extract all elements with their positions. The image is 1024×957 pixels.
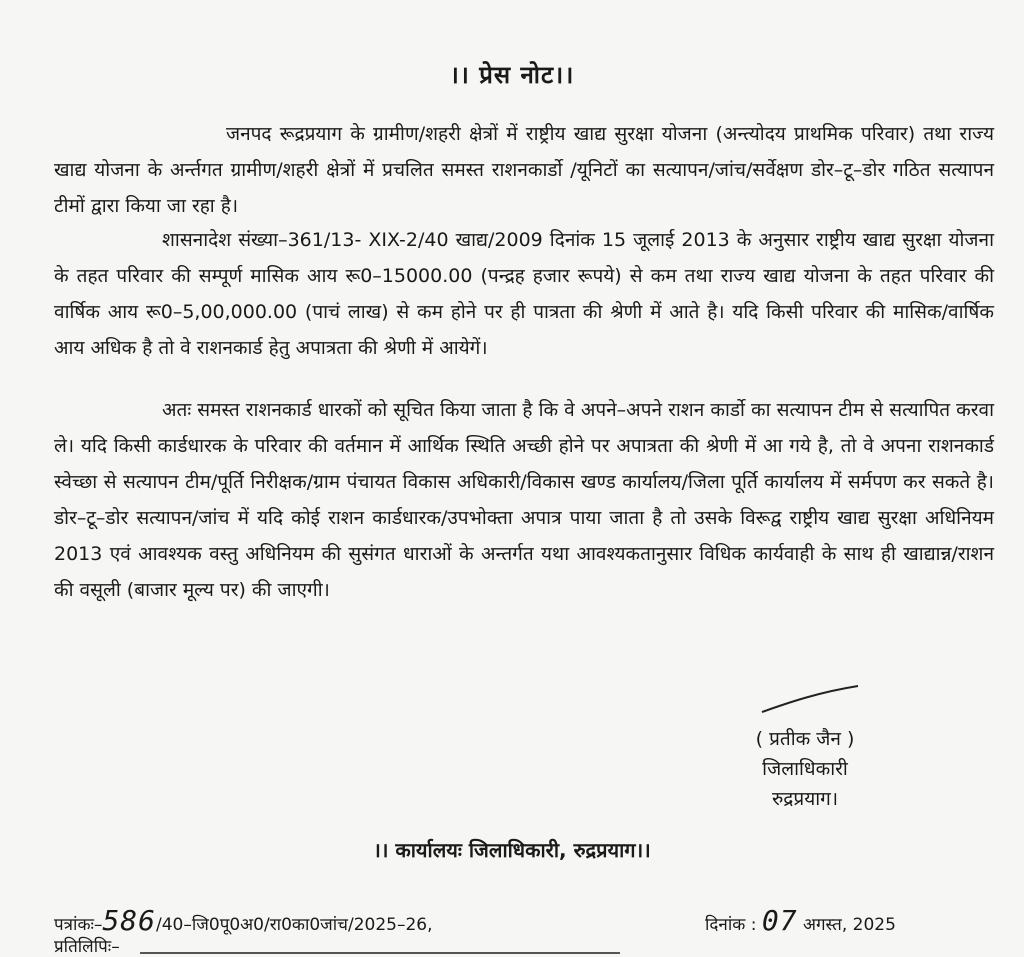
page-title: ।। प्रेस नोट।।: [449, 61, 575, 89]
paragraph-eligibility-criteria: शासनादेश संख्या–361/13- XIX-2/40 खाद्य/2009 दिनांक 15 जूलाई 2013 के अनुसार राष्ट्रीय खाद्य सुरक्षा योजना के तहत परिवार की सम्पूर्ण मासिक आय रू0–15000.00 (पन्द्रह हजार रूपये) से कम तथा राज्य खाद्य योजना के तहत परिवार की वार्षिक आय रू0–5,00,000.00 (पाचं लाख) से कम होने पर ही पात्रता की श्रेणी में आते है। यदि किसी परिवार की मासिक/वार्षिक आय अधिक है तो वे राशनकार्ड हेतु अपात्रता की श्रेणी में आयेगें।: [54, 229, 994, 359]
copy-label: प्रतिलिपिः–: [54, 937, 120, 957]
date-label: दिनांक :: [705, 915, 757, 935]
reference-prefix: पत्रांकः–: [54, 915, 103, 935]
reference-suffix: /40–जि0पू0अ0/रा0का0जांच/2025–26,: [156, 915, 433, 935]
office-heading: ।। कार्यालयः जिलाधिकारी, रुद्रप्रयाग।।: [373, 838, 651, 862]
signatory-designation: जिलाधिकारी: [762, 758, 848, 780]
paragraph-verification-intro: जनपद रूद्रप्रयाग के ग्रामीण/शहरी क्षेत्रों में राष्ट्रीय खाद्य सुरक्षा योजना (अन्त्योदय प्राथमिक परिवार) तथा राज्य खाद्य योजना के अर्न्तगत ग्रामीण/शहरी क्षेत्रों में प्रचलित समस्त राशनकार्डो /यूनिटों का सत्यापन/जांच/सर्वेक्षण डोर–टू–डोर गठित सत्यापन टीमों द्वारा किया जा रहा है।: [54, 123, 994, 217]
reference-number: [54, 904, 433, 937]
paragraph-instructions: अतः समस्त राशनकार्ड धारकों को सूचित किया जाता है कि वे अपने–अपने राशन कार्डो का सत्यापन टीम से सत्यापित करवा ले। यदि किसी कार्डधारक के परिवार की वर्तमान में आर्थिक स्थिति अच्छी होने पर अपात्रता की श्रेणी में आ गये है, तो वे अपना राशनकार्ड स्वेच्छा से सत्यापन टीम/पूर्ति निरीक्षक/ग्राम पंचायत विकास अधिकारी/विकास खण्ड कार्यालय/जिला पूर्ति कार्यालय में सर्मपण कर सकते है। डोर–टू–डोर सत्यापन/जांच में यदि कोई राशन कार्डधारक/उपभोक्ता अपात्र पाया जाता है तो उसके विरूद्व राष्ट्रीय खाद्य सुरक्षा अधिनियम 2013 एवं आवश्यक वस्तु अधिनियम की सुसंगत धाराओं के अन्तर्गत यथा आवश्यकतानुसार विधिक कार्यवाही के साथ ही खाद्यान्न/राशन की वसूली (बाजार मूल्य पर) की जाएगी।: [54, 399, 994, 601]
date-handwritten-day: 07: [761, 904, 798, 937]
cut-off-text: [140, 940, 620, 954]
signatory-place: रुद्रप्रयाग।: [771, 788, 839, 810]
signatory-name: ( प्रतीक जैन ): [755, 728, 855, 750]
date-month-year: अगस्त, 2025: [803, 915, 896, 935]
date-line: [705, 904, 896, 937]
copy-line: [54, 934, 620, 957]
signature-mark: [760, 684, 860, 714]
reference-handwritten-number: 586: [102, 904, 157, 937]
signature-block: [720, 724, 890, 814]
